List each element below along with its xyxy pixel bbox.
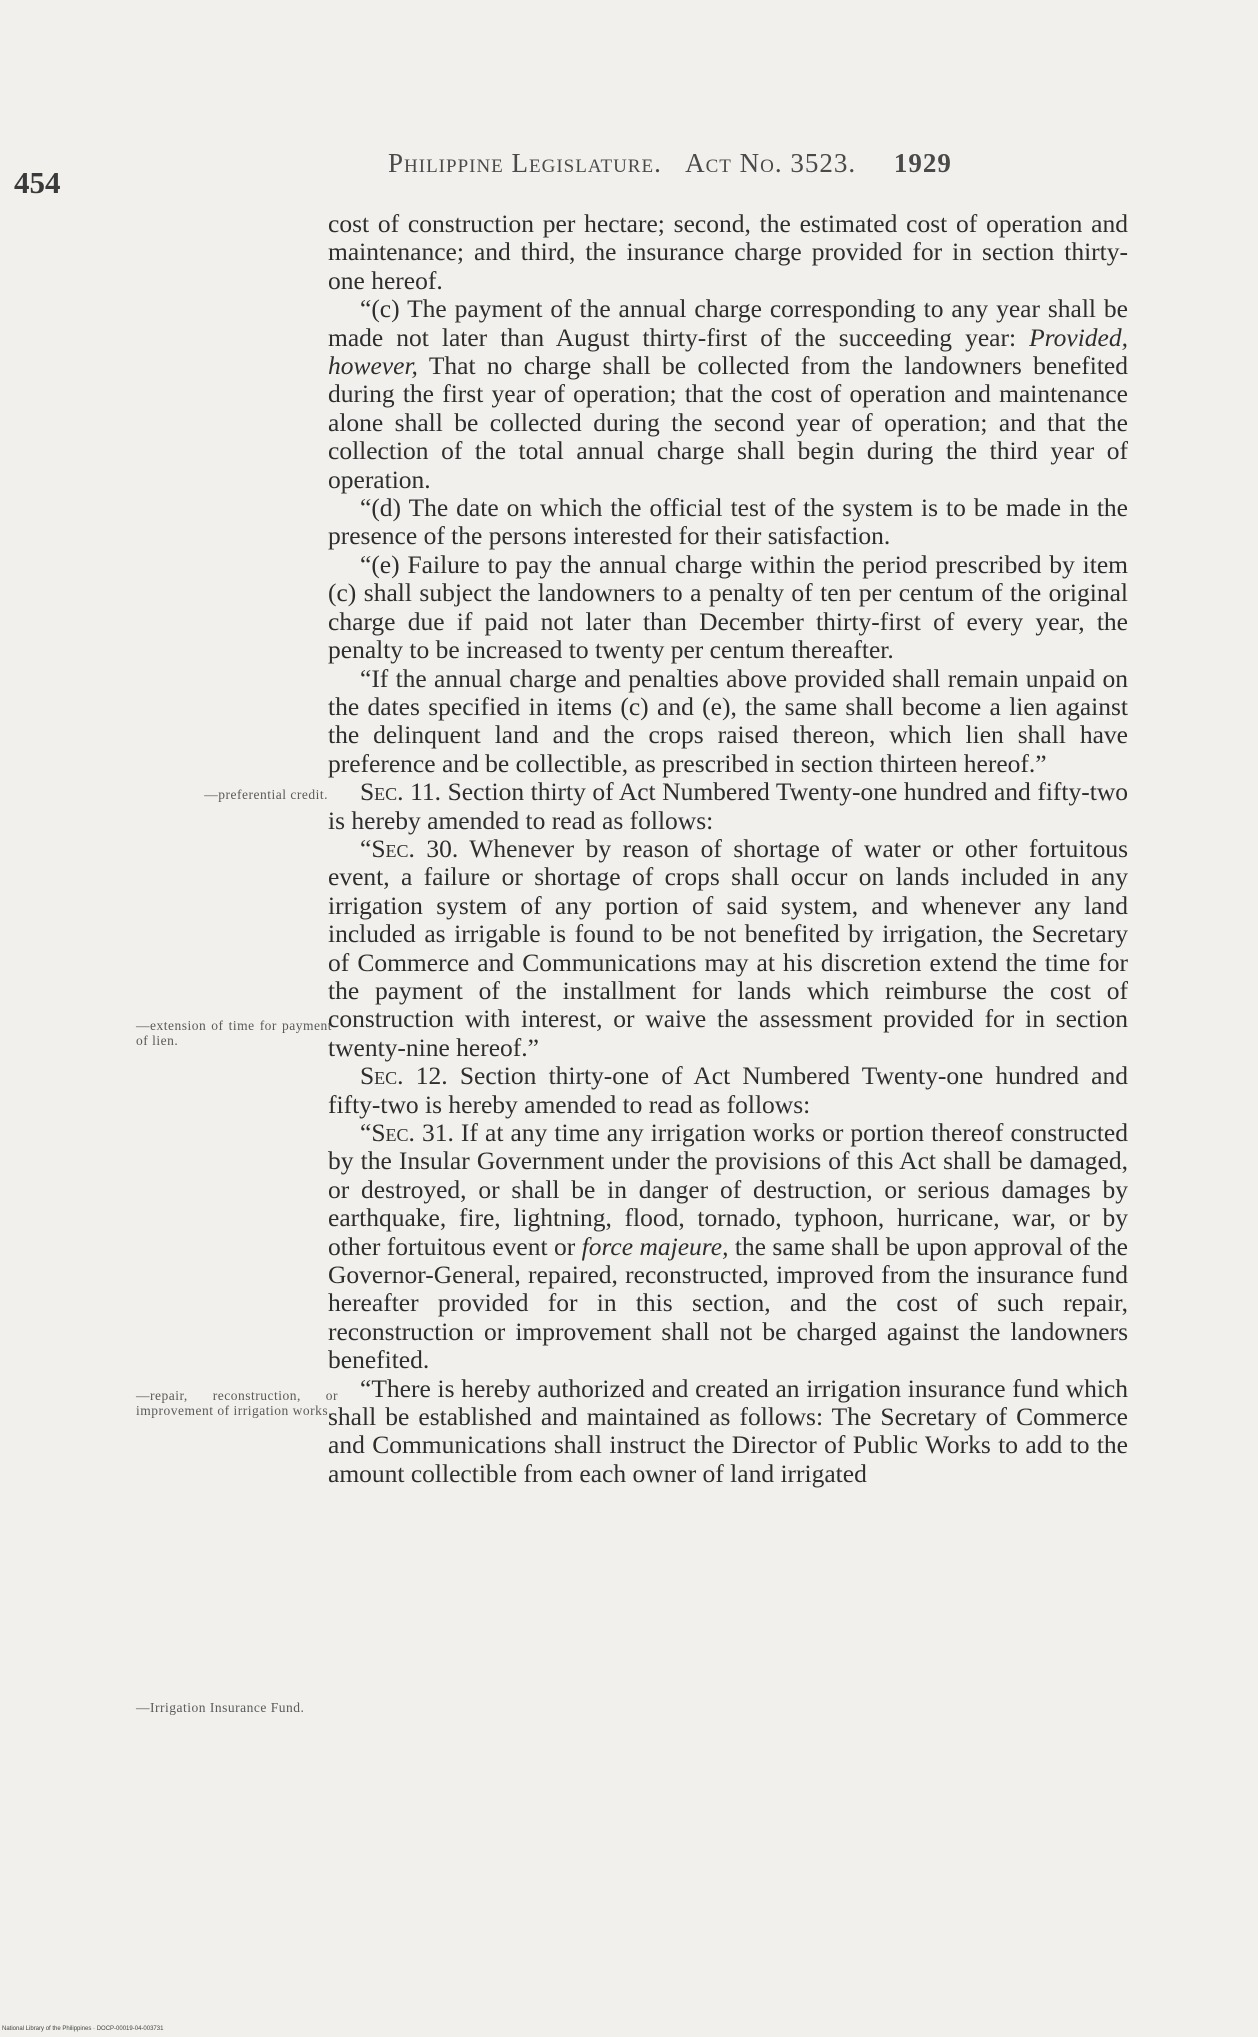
marginal-note-extension: —extension of time for payment of lien. xyxy=(136,1018,332,1048)
force-majeure-italic: force majeure, xyxy=(581,1231,729,1261)
item-c-text: The payment of the annual charge corresponding to any year shall be made not later than August thirty-first of the succeeding year: xyxy=(328,294,1128,352)
publication-title: Philippine Legislature. xyxy=(388,148,662,178)
scan-credit: National Library of the Philippines · DOCP-00019-04-003731 xyxy=(2,2026,164,2032)
item-e-label: “(e) xyxy=(360,549,400,579)
paragraph-item-d xyxy=(328,494,1128,551)
sec-31-text-continued: the same shall be upon approval of the Governor-General, repaired, reconstructed, improved from the insurance fund hereafter provided for in this section, and the cost of such repair, reconstruction or improvement shall not be charged against the landowners benefited. xyxy=(328,1231,1129,1375)
item-d-label: “(d) xyxy=(360,493,402,523)
paragraph-sec-12 xyxy=(328,1062,1128,1119)
item-d-text: The date on which the official test of the system is to be made in the presence of the persons interested for their satisfaction. xyxy=(328,493,1128,551)
sec-31-text: If at any time any irrigation works or portion thereof constructed by the Insular Government under the provisions of this Act shall be damaged, or destroyed, or shall be in danger of destruction, or serious damages by earthquake, fire, lightning, flood, tornado, typhoon, hurricane, war, or by other fortuitous event or xyxy=(328,1118,1128,1261)
marginal-note-repair: —repair, reconstruction, or improvement of irrigation works. xyxy=(136,1388,338,1418)
sec-12-label: Sec. 12. xyxy=(360,1061,448,1091)
paragraph-sec-30 xyxy=(328,835,1128,1062)
marginal-note-insurance-fund: —Irrigation Insurance Fund. xyxy=(136,1700,305,1715)
item-c-label: “(c) xyxy=(360,294,400,324)
proviso-italic: Provided, however, xyxy=(328,322,1128,381)
running-head xyxy=(388,148,952,179)
paragraph-insurance-fund: “There is hereby authorized and created an irrigation insurance fund which shall be established and maintained as follows: The Secretary of Commerce and Communications shall instruct the Director of Public Works to add to the amount collectible from each owner of land irrigated xyxy=(328,1373,1128,1488)
paragraph-lien: “If the annual charge and penalties above provided shall remain unpaid on the dates specified in items (c) and (e), the same shall become a lien against the delinquent land and the crops raised thereon, which lien shall have preference and be collectible, as prescribed in section thirteen hereof.” xyxy=(328,663,1128,778)
sec-11-text: Section thirty of Act Numbered Twenty-one hundred and fifty-two is hereby amended to read as follows: xyxy=(328,777,1128,835)
marginal-note-preferential-credit: —preferential credit. xyxy=(204,787,328,802)
paragraph-cost: cost of construction per hectare; second, the estimated cost of operation and maintenance; and third, the insurance charge provided for in section thirty-one hereof. xyxy=(328,209,1128,295)
sec-30-label: “Sec. 30. xyxy=(360,833,459,863)
page-number: 454 xyxy=(14,165,61,200)
sec-31-label: “Sec. 31. xyxy=(360,1118,454,1147)
year: 1929 xyxy=(893,148,952,178)
paragraph-item-e xyxy=(328,551,1128,665)
act-number: Act No. 3523. xyxy=(685,148,857,178)
body-text xyxy=(328,210,1128,1488)
item-e-text: Failure to pay the annual charge within the period prescribed by item (c) shall subject the landowners to a penalty of ten per centum of the original charge due if paid not later than December thirty-first of every year, the penalty to be increased to twenty per centum thereafter. xyxy=(328,549,1128,665)
item-c-text-continued: That no charge shall be collected from the landowners benefited during the first year of operation; that the cost of operation and maintenance alone shall be collected during the second year of operation; and that the collection of the total annual charge shall begin during the third year of operation. xyxy=(328,351,1128,494)
paragraph-sec-11 xyxy=(328,778,1128,835)
paragraph-item-c xyxy=(328,295,1128,494)
sec-12-text: Section thirty-one of Act Numbered Twenty-one hundred and fifty-two is hereby amended to read as follows: xyxy=(328,1061,1129,1119)
sec-11-label: Sec. 11. xyxy=(360,777,442,807)
sec-30-text: Whenever by reason of shortage of water or other fortuitous event, a failure or shortage of crops shall occur on lands included in any irrigation system of any portion of said system, and whenever any land included as irrigable is found to be not benefited by irrigation, the Secretary of Commerce and Communications may at his discretion extend the time for the payment of the installment for lands which reimburse the cost of construction with interest, or waive the assessment provided for in section twenty-nine hereof.” xyxy=(328,833,1128,1062)
paragraph-sec-31 xyxy=(328,1119,1128,1375)
